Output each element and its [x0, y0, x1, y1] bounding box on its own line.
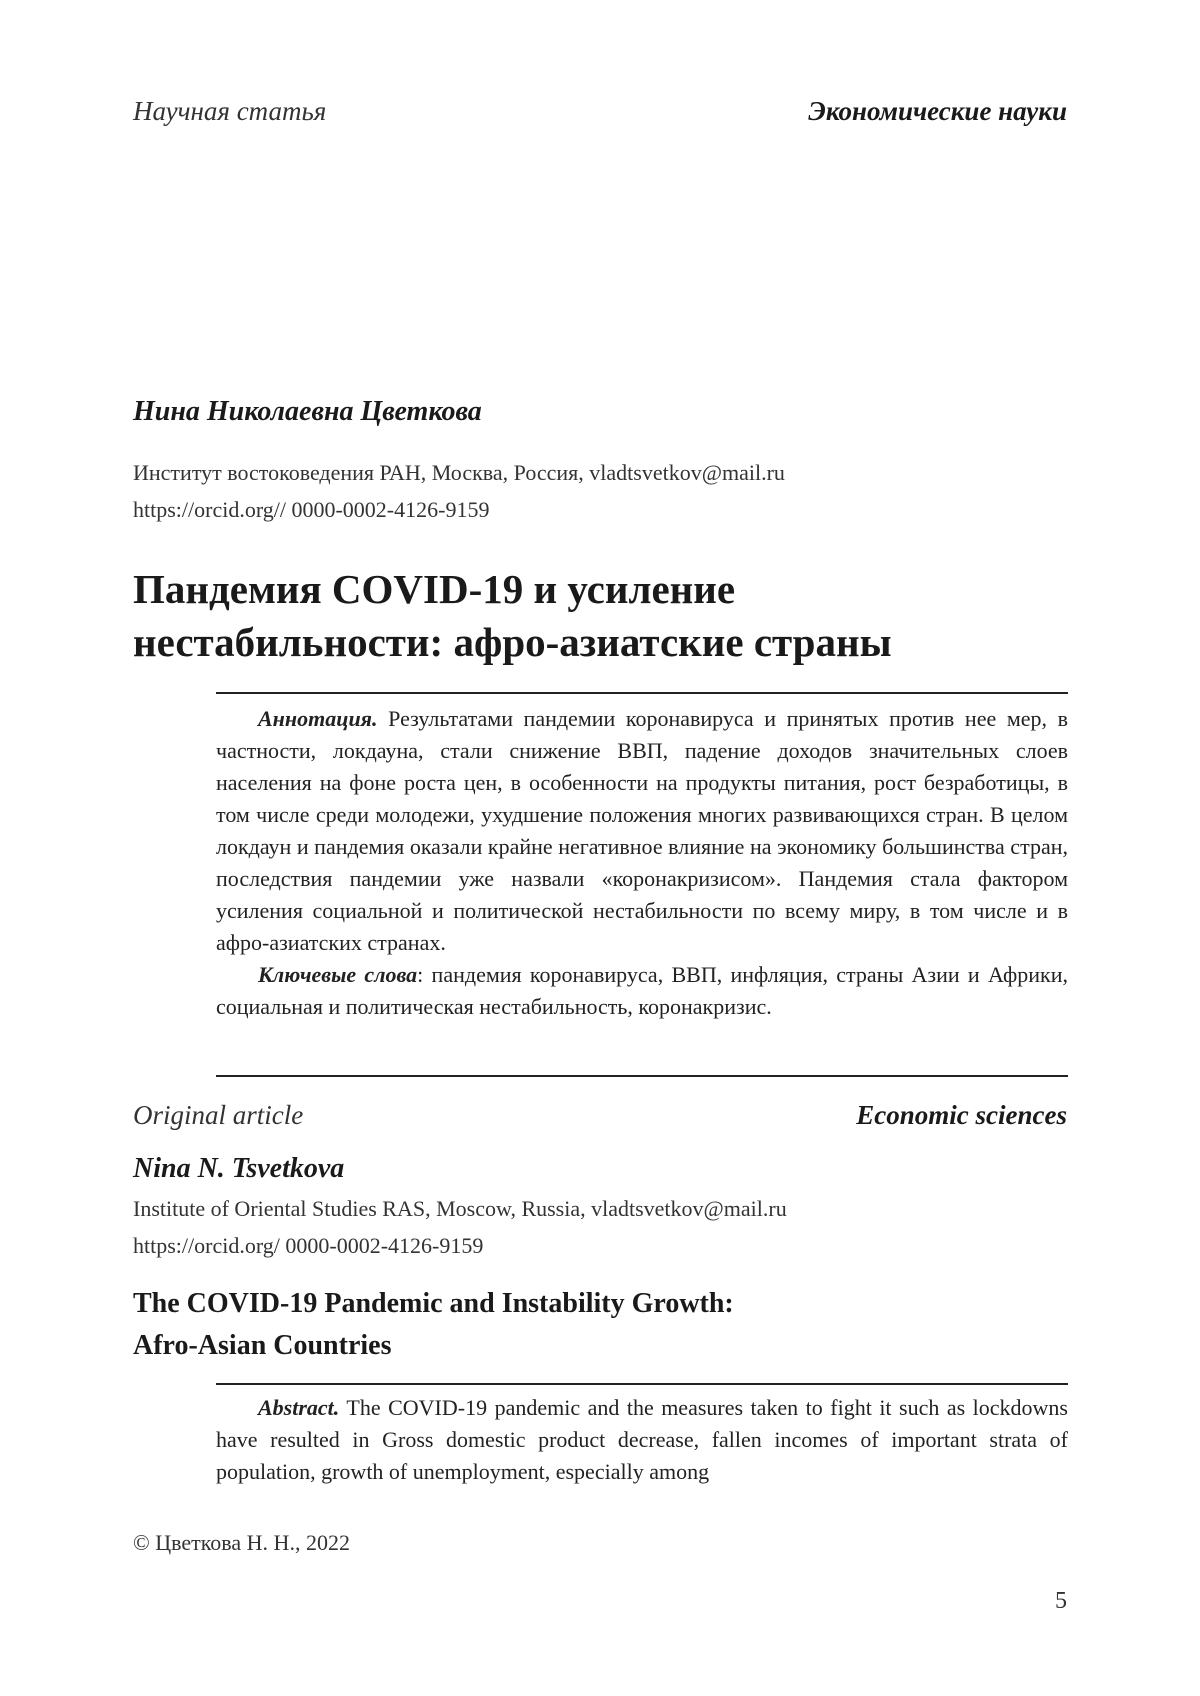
article-type-ru: Научная статья	[133, 96, 327, 126]
title-ru-line1: Пандемия COVID-19 и усиление	[133, 566, 736, 612]
title-en-line1: The COVID-19 Pandemic and Instability Growth:	[133, 1288, 734, 1319]
title-en-line2: Afro-Asian Countries	[133, 1330, 392, 1361]
affiliation-block-ru	[133, 454, 785, 528]
keywords-label-ru: Ключевые слова	[258, 962, 418, 987]
author-name-en: Nina N. Tsvetkova	[133, 1153, 345, 1184]
abstract-label-en: Abstract.	[258, 1395, 340, 1420]
keywords-paragraph-ru	[216, 959, 1068, 1023]
author-name-ru: Нина Николаевна Цветкова	[133, 396, 482, 427]
keywords-text-ru: : пандемия коронавируса, ВВП, инфляция, страны Азии и Африки, социальная и политическая нестабильность, коронакризис.	[216, 962, 1068, 1019]
affiliation-en: Institute of Oriental Studies RAS, Moscow, Russia, vladtsvetkov@mail.ru	[133, 1196, 787, 1221]
abstract-paragraph-en	[216, 1392, 1068, 1488]
abstract-en	[216, 1392, 1068, 1488]
scientific-field-ru: Экономические науки	[808, 96, 1067, 126]
affiliation-block-en	[133, 1190, 787, 1264]
abstract-ru	[216, 703, 1068, 1023]
abstract-text-en: The COVID-19 pandemic and the measures taken to fight it such as lockdowns have resulted in Gross domestic product decrease, fallen incomes of important strata of population, growth of unemployment, especially among	[216, 1395, 1068, 1484]
article-title-ru	[133, 563, 892, 669]
title-ru-line2: нестабильности: афро-азиатские страны	[133, 619, 892, 665]
article-title-en	[133, 1283, 734, 1367]
abstract-text-ru: Результатами пандемии коронавируса и принятых против нее мер, в частности, локдауна, стали снижение ВВП, падение доходов значительных слоев населения на фоне роста цен, в особенности на продукты питания, рост безработицы, в том числе среди молодежи, ухудшение положения многих развивающихся стран. В целом локдаун и пандемия оказали крайне негативное влияние на экономику большинства стран, последствия пандемии уже назвали «коронакризисом». Пандемия стала фактором усиления социальной и политической нестабильности по всему миру, в том числе и в афро-азиатских странах.	[216, 706, 1068, 955]
orcid-link-en[interactable]: https://orcid.org/ 0000-0002-4126-9159	[133, 1233, 484, 1258]
abstract-label-ru: Аннотация.	[258, 706, 378, 731]
article-type-en: Original article	[133, 1100, 304, 1130]
divider-top-en	[216, 1383, 1068, 1385]
divider-top-ru	[216, 692, 1068, 694]
orcid-link-ru[interactable]: https://orcid.org// 0000-0002-4126-9159	[133, 497, 490, 522]
copyright-notice: © Цветкова Н. Н., 2022	[133, 1530, 350, 1555]
page-number: 5	[1055, 1588, 1067, 1614]
scientific-field-en: Economic sciences	[856, 1100, 1067, 1130]
affiliation-ru: Институт востоковедения РАН, Москва, Россия, vladtsvetkov@mail.ru	[133, 460, 785, 485]
abstract-paragraph-ru	[216, 703, 1068, 959]
divider-bottom-ru	[216, 1075, 1068, 1077]
